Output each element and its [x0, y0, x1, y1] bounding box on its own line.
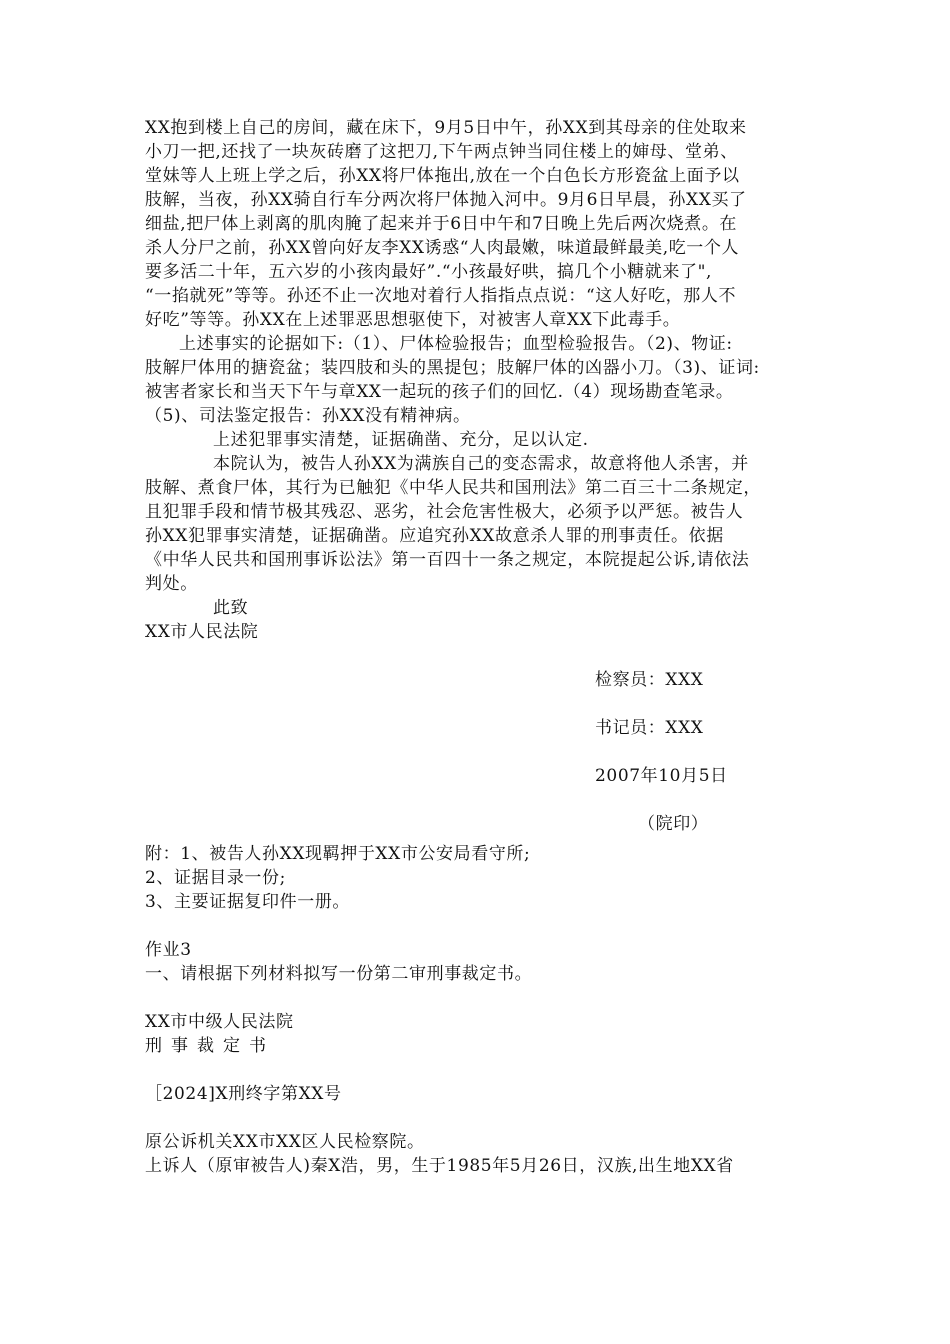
- text-line: 好吃”等等。孙XX在上述罪恶思想驱使下，对被害人章XX下此毒手。: [145, 310, 681, 330]
- text-line: 要多活二十年，五六岁的小孩肉最好”.“小孩最好哄，搞几个小糖就来了",: [145, 262, 713, 282]
- attachment-item: 3、主要证据复印件一册。: [145, 892, 351, 912]
- text-line: XX抱到楼上自己的房间，藏在床下，9月5日中午，孙XX到其母亲的住处取来: [145, 118, 747, 138]
- text-line: 细盐,把尸体上剥离的肌肉腌了起来并于6日中午和7日晚上先后两次烧煮。在: [145, 214, 738, 234]
- text-line: “一掐就死”等等。孙还不止一次地对着行人指指点点说：“这人好吃，那人不: [145, 286, 737, 306]
- document-date: 2007年10月5日: [595, 766, 728, 786]
- prosecutor-signature: 检察员：XXX: [595, 670, 704, 690]
- court-seal: （院印）: [638, 814, 709, 834]
- homework-title: 作业3: [145, 940, 192, 960]
- text-line: 且犯罪手段和情节极其残忍、恶劣，社会危害性极大，必须予以严惩。被告人: [145, 502, 744, 522]
- text-line: 肢解、煮食尸体，其行为已触犯《中华人民共和国刑法》第二百三十二条规定，: [145, 478, 761, 498]
- text-line: 肢解尸体用的搪瓷盆；装四肢和头的黑提包；肢解尸体的凶器小刀。（3)、证词:: [145, 358, 760, 378]
- text-line: 本院认为，被告人孙XX为满族自己的变态需求，故意将他人杀害，并: [213, 454, 749, 474]
- text-line: 杀人分尸之前，孙XX曾向好友李XX诱惑“人肉最嫩，味道最鲜最美,吃一个人: [145, 238, 740, 258]
- evidence-paragraph: [145, 332, 810, 428]
- text-line: 小刀一把,还找了一块灰砖磨了这把刀,下午两点钟当同住楼上的婶母、堂弟、: [145, 142, 738, 162]
- case-number: ［2024]X刑终字第XX号: [145, 1084, 342, 1104]
- court-name: XX市中级人民法院: [145, 1012, 294, 1032]
- text-line: 判处。: [145, 574, 198, 594]
- body-paragraph: [145, 116, 810, 332]
- text-line: （5)、司法鉴定报告：孙XX没有精神病。: [145, 406, 471, 426]
- text-line: 《中华人民共和国刑事诉讼法》第一百四十一条之规定，本院提起公诉,请依法: [145, 550, 750, 570]
- document-page: [145, 116, 810, 1178]
- text-line: 上述事实的论据如下:（1）、尸体检验报告；血型检验报告。（2)、物证:: [179, 334, 733, 354]
- text-line: 被害者家长和当天下午与章XX一起玩的孩子们的回忆.（4）现场勘查笔录。: [145, 382, 734, 402]
- attachment-item: 附：1、被告人孙XX现羁押于XX市公安局看守所;: [145, 844, 531, 864]
- appellant-line: 上诉人（原审被告人)秦X浩，男，生于1985年5月26日，汉族,出生地XX省: [145, 1156, 734, 1176]
- clerk-signature: 书记员：XXX: [595, 718, 704, 738]
- document-type: 刑事裁定书: [145, 1036, 275, 1056]
- text-line: 堂妹等人上班上学之后，孙XX将尸体拖出,放在一个白色长方形瓷盆上面予以: [145, 166, 740, 186]
- attachment-item: 2、证据目录一份;: [145, 868, 286, 888]
- text-line: 肢解，当夜，孙XX骑自行车分两次将尸体抛入河中。9月6日早晨，孙XX买了: [145, 190, 747, 210]
- addressee: XX市人民法院: [145, 622, 259, 642]
- court-opinion-paragraph: [145, 452, 810, 596]
- conclusion-line: 上述犯罪事实清楚，证据确凿、充分，足以认定.: [213, 430, 589, 450]
- prosecution-org: 原公诉机关XX市XX区人民检察院。: [145, 1132, 425, 1152]
- salutation: 此致: [213, 598, 249, 618]
- attachments-list: [145, 842, 810, 914]
- text-line: 孙XX犯罪事实清楚，证据确凿。应追究孙XX故意杀人罪的刑事责任。依据: [145, 526, 724, 546]
- homework-instruction: 一、请根据下列材料拟写一份第二审刑事裁定书。: [145, 964, 533, 984]
